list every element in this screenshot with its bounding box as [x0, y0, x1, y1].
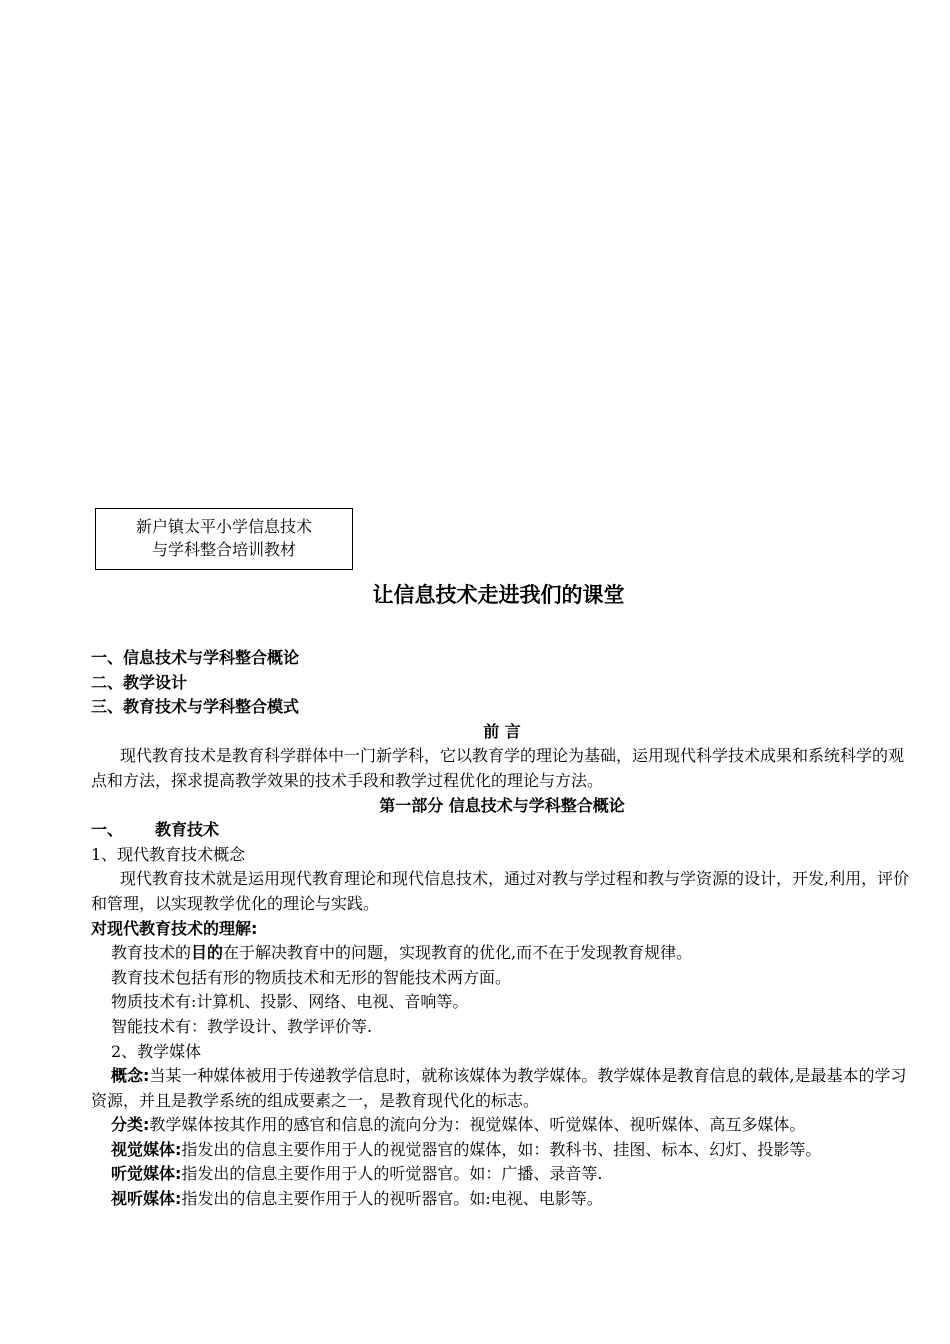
understanding-heading: 对现代教育技术的理解:: [91, 918, 258, 938]
section1-number: 一、: [91, 820, 124, 840]
av-media-label: 视听媒体:: [111, 1189, 182, 1209]
av-media-paragraph: [91, 1187, 913, 1212]
preface-heading: 前 言: [483, 721, 521, 741]
textbook-label-box: [95, 508, 353, 570]
toc-item-1: 一、信息技术与学科整合概论: [91, 648, 300, 667]
audio-media-body: 指发出的信息主要作用于人的听觉器官。如：广播、录音等.: [181, 1164, 603, 1184]
toc-item-3: 三、教育技术与学科整合模式: [91, 697, 300, 717]
visual-media-label: 视觉媒体:: [111, 1139, 182, 1159]
visual-media-paragraph: [91, 1138, 913, 1163]
classification-body: 教学媒体按其作用的感官和信息的流向分为：视觉媒体、听觉媒体、视听媒体、高互多媒体。: [149, 1115, 806, 1135]
concept-paragraph: [91, 1064, 913, 1113]
document-title: 让信息技术走进我们的课堂: [372, 583, 625, 607]
concept-label: 概念:: [111, 1066, 150, 1086]
box-line-1: 新户镇太平小学信息技术: [135, 517, 312, 536]
u1-bold: 目的: [191, 943, 224, 963]
u1-pre: 教育技术的: [111, 943, 192, 963]
understanding-item-3: 物质技术有:计算机、投影、网络、电视、音响等。: [111, 992, 469, 1012]
section1-heading: [91, 818, 913, 843]
subsection1-body: 现代教育技术就是运用现代教育理论和现代信息技术，通过对教与学过程和教与学资源的设计，开发,利用，评价和管理，以实现教学优化的理论与实践。: [91, 869, 910, 913]
part1-heading: 第一部分 信息技术与学科整合概论: [379, 795, 625, 815]
understanding-item-1: [91, 941, 913, 966]
audio-media-label: 听觉媒体:: [111, 1164, 182, 1184]
understanding-item-4: 智能技术有：教学设计、教学评价等.: [111, 1016, 373, 1036]
subsection1-heading: 1、现代教育技术概念: [91, 844, 246, 864]
visual-media-body: 指发出的信息主要作用于人的视觉器官的媒体，如：教科书、挂图、标本、幻灯、投影等。: [181, 1139, 822, 1159]
document-body: [91, 646, 913, 1212]
box-line-2: 与学科整合培训教材: [151, 540, 296, 559]
preface-body: 现代教育技术是教育科学群体中一门新学科，它以教育学的理论为基础，运用现代科学技术成果和系统科学的观点和方法，探求提高教学效果的技术手段和教学过程优化的理论与方法。: [91, 746, 905, 790]
classification-paragraph: [91, 1113, 913, 1138]
audio-media-paragraph: [91, 1162, 913, 1187]
section1-title: 教育技术: [155, 820, 220, 840]
subsection2-heading: 2、教学媒体: [111, 1041, 202, 1061]
understanding-item-2: 教育技术包括有形的物质技术和无形的智能技术两方面。: [111, 967, 512, 987]
u1-post: 在于解决教育中的问题，实现教育的优化,而不在于发现教育规律。: [223, 943, 693, 963]
toc-item-2: 二、教学设计: [91, 672, 188, 692]
av-media-body: 指发出的信息主要作用于人的视听器官。如:电视、电影等。: [181, 1189, 603, 1209]
concept-body: 当某一种媒体被用于传递教学信息时，就称该媒体为教学媒体。教学媒体是教育信息的载体,是最基本的学习资源，并且是教学系统的组成要素之一，是教育现代化的标志。: [91, 1066, 907, 1110]
classification-label: 分类:: [111, 1115, 150, 1135]
